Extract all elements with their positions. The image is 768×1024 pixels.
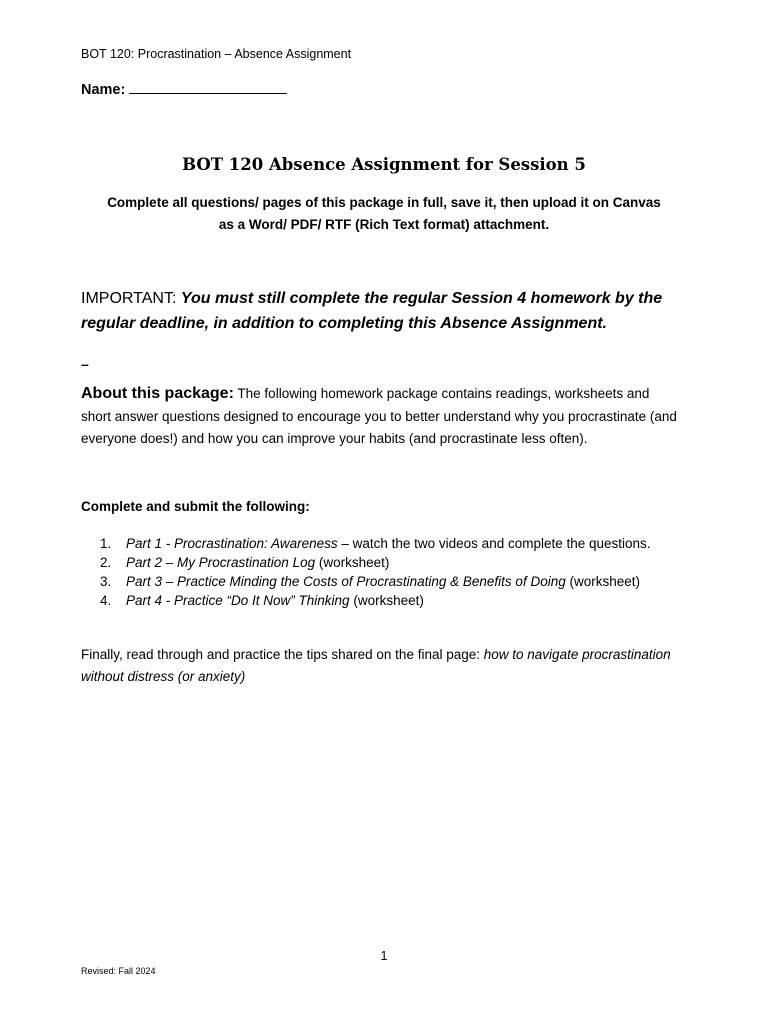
list-item-note: (worksheet) xyxy=(565,574,641,589)
list-item-number: 4. xyxy=(100,593,112,608)
important-notice xyxy=(81,286,681,336)
final-note-tips: how to navigate procrastination without distress (or anxiety) xyxy=(81,647,671,684)
list-item-note: (worksheet) xyxy=(315,555,390,570)
name-label: Name: xyxy=(81,82,126,98)
revised-date: Revised: Fall 2024 xyxy=(81,966,156,976)
submit-heading: Complete and submit the following: xyxy=(81,499,310,514)
page-title: BOT 120 Absence Assignment for Session 5 xyxy=(182,155,586,174)
dash-mark: – xyxy=(81,356,89,372)
name-field xyxy=(81,79,287,98)
list-item-title: Part 2 – My Procrastination Log xyxy=(126,555,316,570)
about-lead: About this package: xyxy=(81,385,234,402)
page-number: 1 xyxy=(380,949,388,963)
instructions-line-2: as a Word/ PDF/ RTF (Rich Text format) attachment. xyxy=(218,217,550,232)
list-item-note: – watch the two videos and complete the questions. xyxy=(337,536,651,551)
list-item xyxy=(100,553,700,572)
final-note xyxy=(81,644,681,688)
important-text: You must still complete the regular Session 4 homework by the regular deadline, in addition to completing this Absence Assignment. xyxy=(81,290,663,332)
list-item-note: (worksheet) xyxy=(349,593,424,608)
list-item-number: 2. xyxy=(100,555,112,570)
name-blank-line xyxy=(129,79,287,94)
course-header: BOT 120: Procrastination – Absence Assignment xyxy=(81,47,352,61)
list-item-number: 1. xyxy=(100,536,112,551)
important-label: IMPORTANT: xyxy=(81,290,177,307)
instructions-line-1: Complete all questions/ pages of this package in full, save it, then upload it on Canvas xyxy=(107,195,661,210)
list-item xyxy=(100,572,700,591)
list-item-title: Part 4 - Practice “Do It Now” Thinking xyxy=(126,593,350,608)
list-item-title: Part 1 - Procrastination: Awareness xyxy=(126,536,338,551)
final-note-text: Finally, read through and practice the tips shared on the final page: xyxy=(81,647,484,662)
about-section xyxy=(81,383,681,451)
list-item xyxy=(100,591,700,610)
about-text: The following homework package contains readings, worksheets and short answer questions designed to encourage you to better understand why you procrastinate (and everyone does!) and how you can improve your habits (and procrastinate less often). xyxy=(81,386,677,446)
list-item-number: 3. xyxy=(100,574,112,589)
parts-list xyxy=(100,534,700,610)
list-item-title: Part 3 – Practice Minding the Costs of Procrastinating & Benefits of Doing xyxy=(126,574,566,589)
submission-instructions xyxy=(100,192,668,236)
list-item xyxy=(100,534,700,553)
